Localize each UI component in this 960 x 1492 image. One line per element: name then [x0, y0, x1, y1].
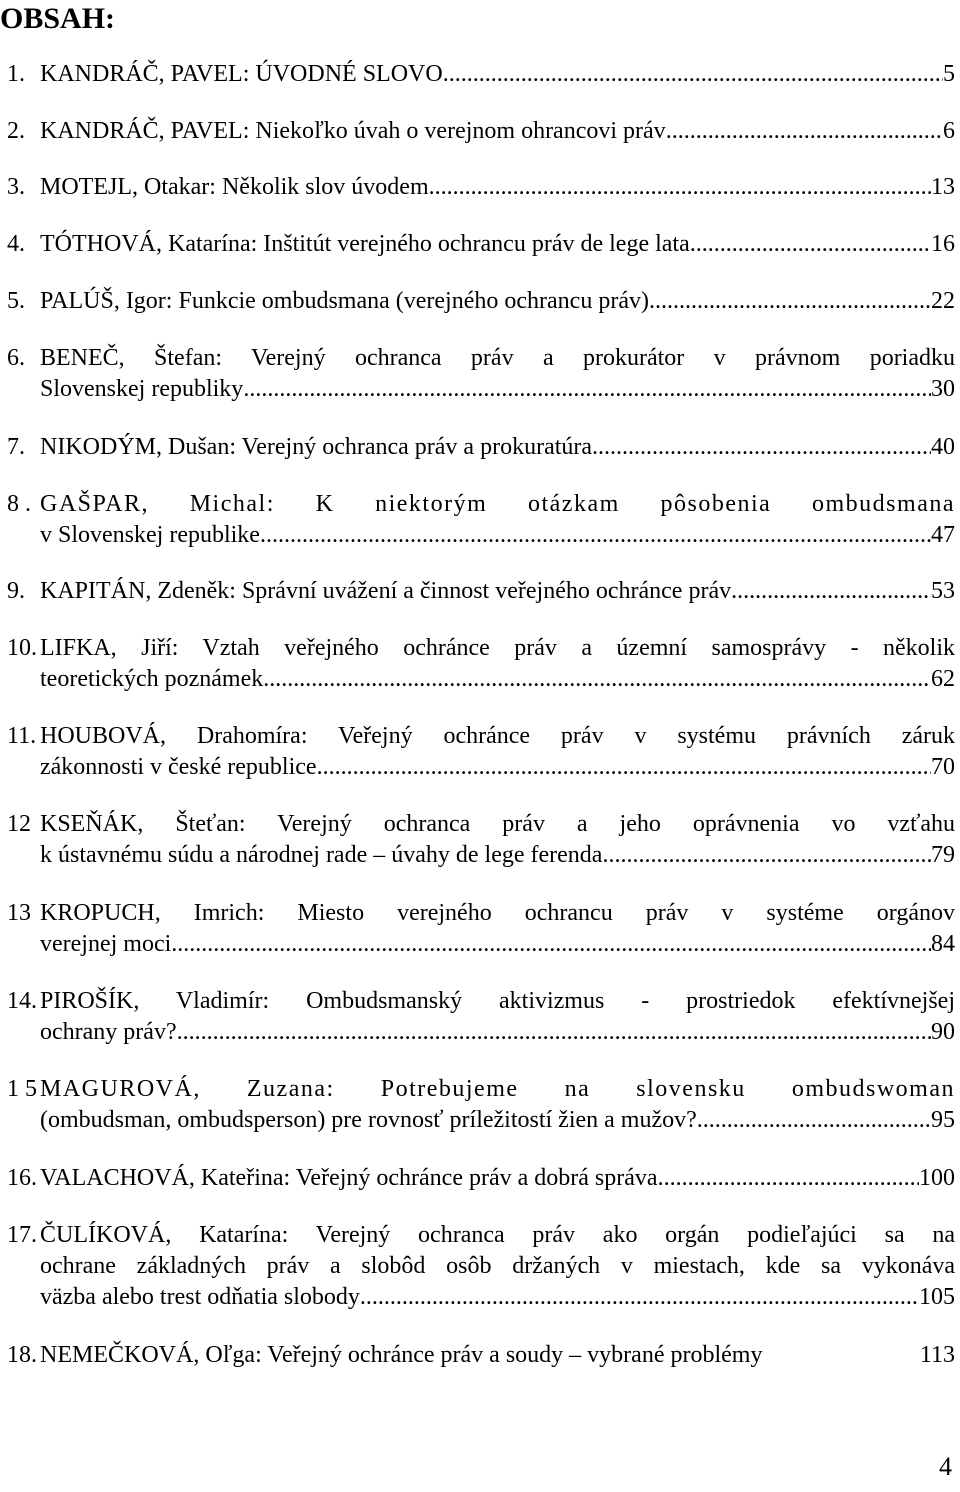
toc-leader-dots [731, 576, 931, 607]
toc-leader-dots [658, 1163, 919, 1194]
toc-leader-dots [690, 229, 931, 260]
toc-entry-page: 70 [931, 754, 955, 780]
toc-entry[interactable] [7, 116, 955, 147]
toc-leader-dots [649, 286, 931, 317]
toc-entry-title: KANDRÁČ, PAVEL: ÚVODNÉ SLOVO [40, 61, 443, 87]
toc-entry-number: 9. [7, 578, 25, 604]
toc-entry-title: PALÚŠ, Igor: Funkcie ombudsmana (verejného ochrancu práv) [40, 288, 649, 314]
toc-entry[interactable] [7, 898, 955, 960]
toc-leader-dots [177, 1017, 931, 1048]
toc-entry-title-line: KROPUCH, Imrich: Miesto verejného ochrancu práv v systéme orgánov [40, 900, 955, 926]
toc-entry-page: 105 [919, 1284, 955, 1310]
toc-leader-dots [360, 1282, 919, 1313]
toc-entry-page: 40 [931, 434, 955, 460]
toc-entry[interactable] [7, 59, 955, 90]
toc-entry[interactable] [7, 809, 955, 871]
toc-entry-title-line: HOUBOVÁ, Drahomíra: Veřejný ochránce práv v systému právních záruk [40, 723, 955, 749]
toc-entry-title-line: BENEČ, Štefan: Verejný ochranca práv a prokurátor v právnom poriadku [40, 345, 955, 371]
toc-entry-page: 16 [931, 231, 955, 257]
toc-entry-number: 1 5 [7, 1076, 37, 1102]
toc-entry-title-line: väzba alebo trest odňatia slobody [40, 1284, 360, 1310]
toc-entry-title-line: v Slovenskej republike [40, 522, 260, 548]
toc-entry[interactable] [7, 1074, 955, 1136]
toc-entry-number: 6. [7, 345, 25, 371]
toc-entry-title-line: verejnej moci [40, 931, 172, 957]
toc-entry-page: 90 [931, 1019, 955, 1045]
toc-entry-title: KANDRÁČ, PAVEL: Niekoľko úvah o verejnom ohrancovi práv [40, 118, 666, 144]
toc-entry-title: NEMEČKOVÁ, Oľga: Veřejný ochránce práv a soudy – vybrané problémy [40, 1342, 763, 1368]
toc-entry-number: 8 . [7, 491, 31, 517]
toc-entry-title-line: Slovenskej republiky [40, 376, 244, 402]
toc-entry-number: 2. [7, 118, 25, 144]
toc-entry[interactable] [7, 1220, 955, 1313]
toc-entry[interactable] [7, 576, 955, 607]
toc-entry-title: VALACHOVÁ, Kateřina: Veřejný ochránce práv a dobrá správa [40, 1165, 658, 1191]
toc-entry[interactable] [7, 432, 955, 463]
toc-entry-page: 95 [931, 1107, 955, 1133]
toc-entry-title-line: ochrane základných práv a slobôd osôb držaných v miestach, kde sa vykonáva [40, 1253, 955, 1279]
toc-entry-number: 16. [7, 1165, 37, 1191]
toc-entry-page: 47 [931, 522, 955, 548]
toc-leader-dots [243, 374, 931, 405]
toc-entry-number: 14. [7, 988, 37, 1014]
toc-entry-number: 13 [7, 900, 31, 926]
toc-entry-page: 100 [919, 1165, 955, 1191]
toc-entry-number: 1. [7, 61, 25, 87]
toc-entry-page: 22 [931, 288, 955, 314]
toc-entry-number: 3. [7, 174, 25, 200]
toc-entry-title: TÓTHOVÁ, Katarína: Inštitút verejného ochrancu práv de lege lata [40, 231, 690, 257]
toc-entry[interactable] [7, 1163, 955, 1194]
toc-entry-title-line: GAŠPAR, Michal: K niektorým otázkam pôsobenia ombudsmana [40, 491, 955, 517]
toc-entry-page: 5 [943, 61, 955, 87]
toc-entry-number: 18. [7, 1342, 37, 1368]
toc-entry-page: 6 [943, 118, 955, 144]
toc-entry[interactable] [7, 721, 955, 783]
toc-entry-title-line: teoretických poznámek [40, 666, 264, 692]
toc-entry-number: 17. [7, 1222, 37, 1248]
toc-entry[interactable] [7, 343, 955, 405]
toc-entry[interactable] [7, 286, 955, 317]
toc-entry-number: 7. [7, 434, 25, 460]
toc-leader-dots [263, 664, 931, 695]
toc-entry-title-line: zákonnosti v české republice [40, 754, 317, 780]
toc-entry-title: KAPITÁN, Zdeněk: Správní uvážení a činnost veřejného ochránce práv [40, 578, 732, 604]
toc-entry-title-line: k ústavnému súdu a národnej rade – úvahy de lege ferenda [40, 842, 603, 868]
toc-leader-dots [666, 116, 943, 147]
toc-entry-title-line: KSEŇÁK, Šteťan: Verejný ochranca práv a jeho oprávnenia vo vzťahu [40, 811, 955, 837]
toc-entry-title-line: (ombudsman, ombudsperson) pre rovnosť príležitostí žien a mužov? [40, 1107, 697, 1133]
toc-leader-dots [443, 59, 943, 90]
toc-leader-dots [171, 929, 931, 960]
toc-leader-dots [260, 520, 931, 551]
toc-entry-page: 62 [931, 666, 955, 692]
toc-leader-dots [429, 172, 931, 203]
toc-entry-title-line: PIROŠÍK, Vladimír: Ombudsmanský aktivizmus - prostriedok efektívnejšej [40, 988, 955, 1014]
toc-entry-page: 84 [931, 931, 955, 957]
toc-entry[interactable] [7, 229, 955, 260]
toc-entry-number: 10. [7, 635, 37, 661]
toc-entry[interactable] [7, 1340, 955, 1371]
toc-entry-page: 113 [919, 1342, 955, 1368]
toc-entry-title-line: LIFKA, Jiří: Vztah veřejného ochránce práv a územní samosprávy - několik [40, 635, 955, 661]
toc-entry-title: NIKODÝM, Dušan: Verejný ochranca práv a prokuratúra [40, 434, 593, 460]
toc-entry-title-line: MAGUROVÁ, Zuzana: Potrebujeme na slovensku ombudswoman [40, 1076, 955, 1102]
page-number: 4 [939, 1452, 952, 1481]
toc-entry[interactable] [7, 489, 955, 551]
toc-entry-page: 53 [931, 578, 955, 604]
toc-entry-page: 79 [931, 842, 955, 868]
toc-entry-number: 4. [7, 231, 25, 257]
toc-entry-number: 12 [7, 811, 31, 837]
toc-entry-number: 5. [7, 288, 25, 314]
toc-entry-number: 11. [7, 723, 37, 749]
toc-entry-page: 13 [931, 174, 955, 200]
toc-entry[interactable] [7, 986, 955, 1048]
toc-entry-page: 30 [931, 376, 955, 402]
toc-leader-dots [317, 752, 931, 783]
toc-entry[interactable] [7, 633, 955, 695]
toc-entry-title: MOTEJL, Otakar: Několik slov úvodem [40, 174, 429, 200]
toc-entry-title-line: ochrany práv? [40, 1019, 177, 1045]
toc-heading: OBSAH: [0, 2, 116, 35]
toc-leader-dots [592, 432, 931, 463]
toc-entry-title-line: ČULÍKOVÁ, Katarína: Verejný ochranca práv ako orgán podieľajúci sa na [40, 1222, 955, 1248]
toc-leader-dots [602, 840, 931, 871]
toc-leader-dots [697, 1105, 931, 1136]
toc-entry[interactable] [7, 172, 955, 203]
